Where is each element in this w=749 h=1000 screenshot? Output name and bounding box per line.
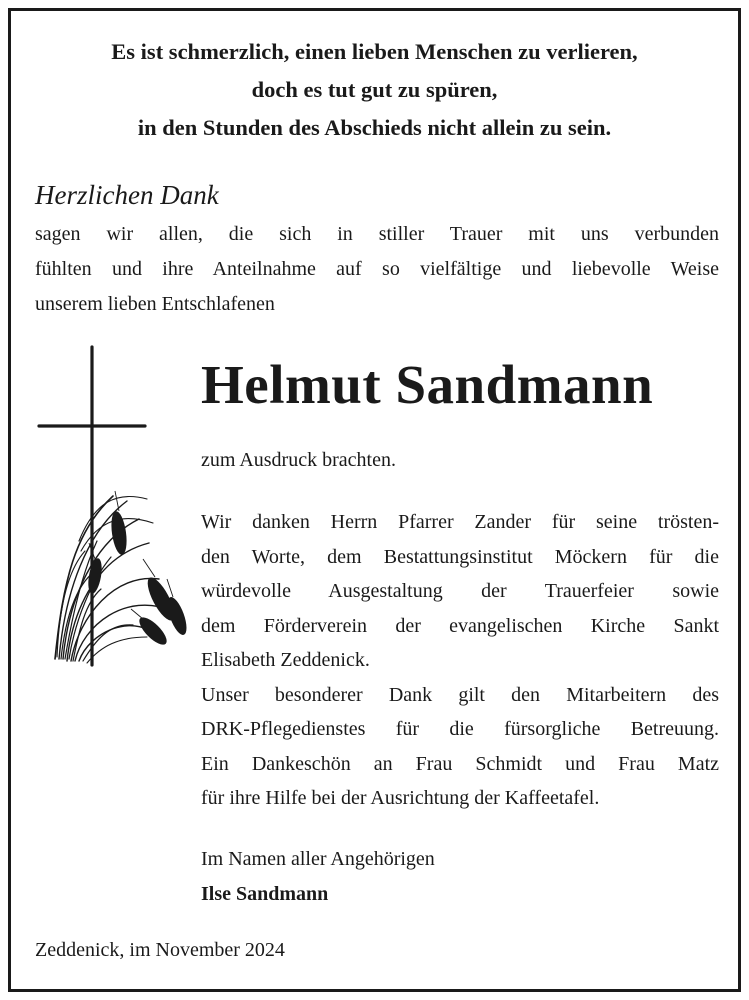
body-line: DRK-Pflegedienstes für die fürsorgliche Betreuung.: [201, 718, 719, 740]
intro-line: sagen wir allen, die sich in stiller Trauer mit uns verbunden: [35, 223, 719, 245]
cross-with-grain-icon: [35, 341, 195, 671]
motto-line: in den Stunden des Abschieds nicht allein zu sein.: [137, 115, 612, 140]
body-line: für ihre Hilfe bei der Ausrichtung der Kaffeetafel.: [201, 787, 600, 809]
on-behalf-text: Im Namen aller Angehörigen: [201, 848, 435, 870]
body-line: den Worte, dem Bestattungsinstitut Möckern für die: [201, 545, 719, 568]
intro-line: fühlten und ihre Anteilnahme auf so vielfältige und liebevolle Weise: [35, 258, 719, 280]
body-line: zum Ausdruck brachten.: [201, 449, 396, 471]
motto-line: doch es tut gut zu spüren,: [251, 77, 498, 102]
body-line: Ein Dankeschön an Frau Schmidt und Frau Matz: [201, 752, 719, 775]
intro-line: unserem lieben Entschlafenen: [35, 293, 275, 315]
motto-verse: [11, 33, 738, 147]
body-line: würdevolle Ausgestaltung der Trauerfeier sowie: [201, 580, 719, 602]
after-name-text: [201, 443, 719, 478]
body-line: Wir danken Herrn Pfarrer Zander für seine trösten-: [201, 511, 719, 533]
place-date: Zeddenick, im November 2024: [35, 939, 285, 961]
motto-line: Es ist schmerzlich, einen lieben Menschen zu verlieren,: [111, 39, 638, 64]
thanks-body: [201, 505, 719, 816]
thanks-heading: Herzlichen Dank: [35, 180, 219, 210]
body-line: dem Förderverein der evangelischen Kirche Sankt: [201, 614, 719, 637]
obituary-notice: [8, 8, 741, 992]
deceased-name: Helmut Sandmann: [201, 354, 654, 415]
body-line: Unser besonderer Dank gilt den Mitarbeitern des: [201, 683, 719, 706]
signer-name: Ilse Sandmann: [201, 882, 329, 905]
thanks-intro: [35, 217, 719, 322]
body-line: Elisabeth Zeddenick.: [201, 649, 370, 671]
signature-block: [201, 842, 719, 911]
